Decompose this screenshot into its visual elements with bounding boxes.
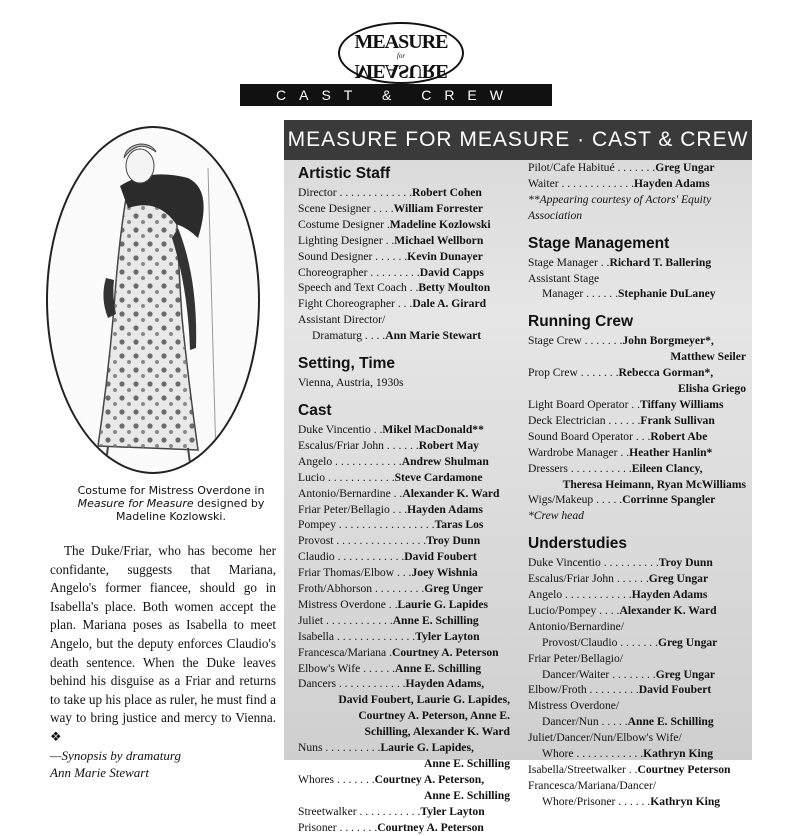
u5-role: Antonio/Bernardine/ (528, 619, 624, 633)
streetwalker-row (298, 804, 510, 820)
understudies-list (528, 555, 746, 619)
name-text: Tiffany Williams (640, 397, 724, 411)
artistic-staff-row (298, 249, 510, 265)
stage-manager-row (528, 255, 746, 271)
role-text: Claudio . . . . . . . . . . . . (298, 550, 405, 564)
u6-role: Friar Peter/Bellagio/ (528, 651, 623, 665)
role-text: Isabella . . . . . . . . . . . . . . (298, 629, 416, 643)
artistic-staff-row (298, 280, 510, 296)
u5-row (528, 635, 746, 651)
panel-column-1 (298, 164, 510, 836)
running-crew-row (528, 429, 746, 445)
name-text: Dale A. Girard (412, 297, 487, 311)
synopsis-paragraph (50, 542, 276, 747)
role-text: Waiter . . . . . . . . . . . . . (528, 176, 634, 190)
name-text: Betty Moulton (418, 281, 491, 295)
name-text: Troy Dunn (658, 556, 713, 570)
name-text: Tyler Layton (420, 804, 485, 818)
role-text: Speech and Text Coach . . (298, 281, 419, 295)
role-text: Elbow's Wife . . . . . . (298, 661, 396, 675)
role-text: Dressers . . . . . . . . . . . (528, 461, 632, 475)
name-text: Frank Sullivan (640, 413, 715, 427)
understudy-row (528, 571, 746, 587)
stage-management-heading: Stage Management (528, 234, 670, 252)
role-text: Scene Designer . . . . (298, 201, 394, 215)
equity-note-2: Association (528, 208, 583, 222)
panel-title: MEASURE FOR MEASURE · CAST & CREW (284, 120, 752, 160)
role-text: Dancer/Waiter . . . . . . . . (542, 667, 656, 681)
cast-row (528, 160, 746, 176)
cast-row (298, 581, 510, 597)
name-text: Heather Hanlin* (629, 445, 713, 459)
understudy-row (528, 603, 746, 619)
role-text: Nuns . . . . . . . . . . (298, 741, 381, 755)
costume-illustration (46, 126, 260, 474)
name-text: Stephanie DuLaney (617, 287, 716, 301)
cast-row (528, 176, 746, 192)
understudy-row (528, 555, 746, 571)
cast-row (298, 565, 510, 581)
dressers-continued: Theresa Heimann, Ryan McWilliams (562, 477, 746, 491)
caption-designed-by: designed by (193, 497, 265, 510)
name-text: Courtney A. Peterson (392, 645, 499, 659)
role-text: Prisoner . . . . . . . (298, 820, 378, 834)
name-text: Joey Wishnia (411, 566, 478, 580)
name-text: Madeline Kozlowski (389, 217, 491, 231)
synopsis-text: The Duke/Friar, who has become her confidante, suggests that Mariana, Angelo's former fiancee, should go in Isabella's place. Both women accept the plan. Mariana poses as Isabella to meet Angelo, but the deputy enforces Claudio's death sentence. When the Duke leaves behind his disguise as a Friar and returns to take up his place as ruler, he must find a way to bring justice and mercy to Vienna. (50, 543, 276, 726)
role-text: Juliet . . . . . . . . . . . . (298, 613, 393, 627)
name-text: Hayden Adams (633, 176, 710, 190)
cast-row (298, 645, 510, 661)
equity-note-1: **Appearing courtesy of Actors' Equity (528, 192, 712, 206)
role-text: Sound Board Operator . . . (528, 429, 651, 443)
role-text: Elbow/Froth . . . . . . . . . (528, 683, 639, 697)
role-text: Friar Peter/Bellagio . . . (298, 502, 408, 516)
u8-role: Mistress Overdone/ (528, 699, 620, 713)
role-text: Whores . . . . . . . (298, 772, 375, 786)
role-text: Lighting Designer . . (298, 233, 395, 247)
logo-for-text: for (396, 52, 406, 60)
role-text: Director . . . . . . . . . . . . . (298, 186, 412, 199)
asst-stage-manager-row (528, 286, 746, 302)
name-text: Alexander K. Ward (619, 603, 717, 617)
prop-crew-row (528, 365, 746, 381)
cast-crew-banner: CAST & CREW (240, 84, 552, 106)
name-text: Kathryn King (650, 794, 721, 808)
role-text: Lucio . . . . . . . . . . . . (298, 470, 395, 484)
name-text: Andrew Shulman (401, 454, 489, 468)
panel-column-2 (528, 160, 746, 810)
role-text: Streetwalker . . . . . . . . . . . (298, 804, 421, 818)
nuns-continued: Anne E. Schilling (423, 757, 510, 770)
name-text: John Borgmeyer*, (622, 334, 714, 348)
running-crew-row (528, 397, 746, 413)
nuns-row (298, 740, 510, 756)
cast-row (298, 438, 510, 454)
stage-crew-row (528, 333, 746, 349)
running-crew-row (528, 445, 746, 461)
name-text: David Foubert (638, 683, 712, 697)
running-crew-list (528, 397, 746, 461)
role-text: Angelo . . . . . . . . . . . . (298, 454, 402, 468)
name-text: Greg Ungar (655, 667, 716, 681)
synopsis-credit-1: —Synopsis by dramaturg (50, 747, 181, 763)
u11-row (528, 794, 746, 810)
cast-row (298, 597, 510, 613)
setting-time-text: Vienna, Austria, 1930s (298, 376, 404, 390)
cast-row (298, 454, 510, 470)
crew-head-note: *Crew head (528, 509, 584, 523)
role-text: Escalus/Friar John . . . . . . (298, 438, 419, 452)
name-text: Anne E. Schilling (395, 661, 482, 675)
name-text: Courtney Peterson (637, 763, 731, 776)
cast-row (298, 486, 510, 502)
name-text: Taras Los (434, 518, 484, 532)
role-text: Dancer/Nun . . . . . (542, 715, 628, 729)
role-text: Whore/Prisoner . . . . . . (542, 794, 651, 808)
caption-line-3: Madeline Kozlowski. (116, 510, 226, 523)
caption-play-title: Measure for Measure (77, 497, 194, 510)
role-text: Friar Thomas/Elbow . . . (298, 566, 412, 580)
role-text: Stage Manager . . (528, 255, 610, 269)
synopsis-block (50, 542, 276, 781)
artistic-staff-list (298, 185, 510, 312)
ornament-icon: ❖ (50, 728, 62, 744)
cast-row (298, 470, 510, 486)
artistic-staff-row (298, 217, 510, 233)
asst-director-row (298, 328, 510, 344)
artistic-staff-row (298, 233, 510, 249)
name-text: Troy Dunn (426, 534, 481, 548)
role-text: Provost . . . . . . . . . . . . . . . . (298, 534, 427, 548)
u7-row (528, 682, 746, 698)
name-text: Courtney A. Peterson, (374, 772, 485, 786)
cast-row (298, 629, 510, 645)
name-text: Greg Ungar (648, 572, 709, 586)
role-text: Antonio/Bernardine . . (298, 486, 403, 500)
cast-row (298, 549, 510, 565)
logo-bottom-text: MEASURE (354, 60, 448, 82)
name-text: Greg Ungar (655, 161, 715, 174)
asst-stage-role: Assistant Stage (528, 271, 600, 285)
name-text: Courtney A. Peterson (377, 820, 484, 834)
running-crew-heading: Running Crew (528, 313, 634, 331)
role-text: Dancers . . . . . . . . . . . . (298, 677, 406, 691)
role-text: Fight Choreographer . . . (298, 297, 413, 311)
costume-sketch-image (48, 128, 258, 472)
cast-row (298, 613, 510, 629)
illustration-caption (66, 484, 276, 523)
caption-line-1: Costume for Mistress Overdone in (77, 484, 265, 497)
cast-row (298, 422, 510, 438)
name-text: Rebecca Gorman*, (618, 366, 714, 380)
name-text: Steve Cardamone (394, 470, 483, 484)
cast-list (298, 422, 510, 692)
measure-for-measure-logo (338, 22, 464, 84)
role-text: Deck Electrician . . . . . . (528, 413, 641, 427)
role-text: Escalus/Friar John . . . . . . (528, 572, 649, 586)
cast-heading: Cast (298, 401, 332, 419)
artistic-staff-row (298, 296, 510, 312)
role-text: Whore . . . . . . . . . . . . (542, 747, 644, 761)
name-text: Alexander K. Ward (402, 486, 500, 500)
u9-row (528, 746, 746, 762)
name-text: Laurie G. Lapides, (380, 741, 474, 755)
role-text: Duke Vincentio . . . . . . . . . . (528, 556, 659, 570)
role-text: Provost/Claudio . . . . . . . (542, 635, 658, 649)
name-text: Kevin Dunayer (407, 249, 483, 263)
name-text: Robert May (418, 438, 479, 452)
name-text: William Forrester (393, 201, 484, 215)
role-text: Prop Crew . . . . . . . (528, 366, 619, 380)
name-text: Ann Marie Stewart (385, 329, 482, 343)
setting-time-heading: Setting, Time (298, 355, 396, 373)
dancers-continued-1: David Foubert, Laurie G. Lapides, (338, 693, 510, 707)
asst-director-role: Assistant Director/ (298, 313, 386, 327)
logo-top-text: MEASURE (354, 31, 448, 53)
role-text: Costume Designer . (298, 217, 390, 231)
artistic-staff-heading: Artistic Staff (298, 165, 391, 182)
name-text: Tyler Layton (415, 629, 480, 643)
role-text: Light Board Operator . . (528, 397, 641, 411)
name-text: Greg Unger (424, 582, 483, 596)
name-text: Mikel MacDonald** (382, 422, 484, 436)
u9-role: Juliet/Dancer/Nun/Elbow's Wife/ (528, 731, 682, 745)
name-text: David Foubert (404, 550, 477, 564)
role-text: Duke Vincentio . . (298, 422, 383, 436)
whores-row (298, 772, 510, 788)
name-text: Hayden Adams, (405, 677, 485, 691)
role-text: Pompey . . . . . . . . . . . . . . . . . (298, 518, 435, 532)
name-text: Robert Cohen (412, 186, 482, 199)
name-text: Hayden Adams (631, 588, 708, 602)
stage-crew-continued: Matthew Seiler (670, 350, 746, 364)
understudy-row (528, 587, 746, 603)
cast-row (298, 533, 510, 549)
role-text: Mistress Overdone . . (298, 597, 398, 611)
role-text: Pilot/Cafe Habitué . . . . . . . (528, 161, 656, 174)
name-text: Kathryn King (643, 747, 714, 761)
wigs-row (528, 492, 746, 508)
artistic-staff-row (298, 185, 510, 201)
cast-row (298, 676, 510, 692)
caption-line-2 (66, 497, 276, 510)
role-text: Manager . . . . . . (542, 287, 618, 301)
dancers-continued-3: Schilling, Alexander K. Ward (364, 725, 510, 739)
dancers-continued-2: Courtney A. Peterson, Anne E. (358, 709, 510, 723)
prisoner-row (298, 820, 510, 836)
name-text: Laurie G. Lapides (397, 597, 489, 611)
role-text: Angelo . . . . . . . . . . . . (528, 588, 632, 602)
cast-row (298, 502, 510, 518)
artistic-staff-row (298, 265, 510, 281)
role-text: Froth/Abhorson . . . . . . . . . (298, 582, 425, 596)
role-text: Choreographer . . . . . . . . . (298, 265, 420, 279)
role-text: Sound Designer . . . . . . (298, 249, 408, 263)
role-text: Lucio/Pompey . . . . (528, 603, 620, 617)
right-top-list (528, 160, 746, 192)
name-text: Michael Wellborn (394, 233, 484, 247)
name-text: Anne E. Schilling (392, 613, 479, 627)
name-text: Corrinne Spangler (622, 493, 716, 507)
u11-role: Francesca/Mariana/Dancer/ (528, 778, 657, 792)
dressers-row (528, 461, 746, 477)
role-text: Francesca/Mariana . (298, 645, 392, 659)
understudies-heading: Understudies (528, 535, 628, 553)
name-text: Eileen Clancy, (631, 461, 703, 475)
prop-crew-continued: Elisha Griego (678, 382, 746, 396)
name-text: Greg Ungar (657, 635, 718, 649)
u10-row (528, 762, 746, 778)
u8-row (528, 714, 746, 730)
role-text: Wigs/Makeup . . . . . (528, 493, 623, 507)
name-text: Anne E. Schilling (627, 715, 714, 729)
role-text: Dramaturg . . . . (312, 329, 386, 343)
name-text: Robert Abe (650, 429, 708, 443)
role-text: Wardrobe Manager . . (528, 445, 630, 459)
role-text: Stage Crew . . . . . . . (528, 334, 623, 348)
cast-row (298, 517, 510, 533)
running-crew-row (528, 413, 746, 429)
artistic-staff-row (298, 201, 510, 217)
cast-row (298, 661, 510, 677)
role-text: Isabella/Streetwalker . . (528, 763, 638, 776)
synopsis-credit-2: Ann Marie Stewart (50, 764, 149, 780)
name-text: David Capps (419, 265, 484, 279)
whores-continued: Anne E. Schilling (423, 788, 510, 802)
name-text: Hayden Adams (407, 502, 483, 516)
name-text: Richard T. Ballering (609, 255, 712, 269)
u6-row (528, 667, 746, 683)
